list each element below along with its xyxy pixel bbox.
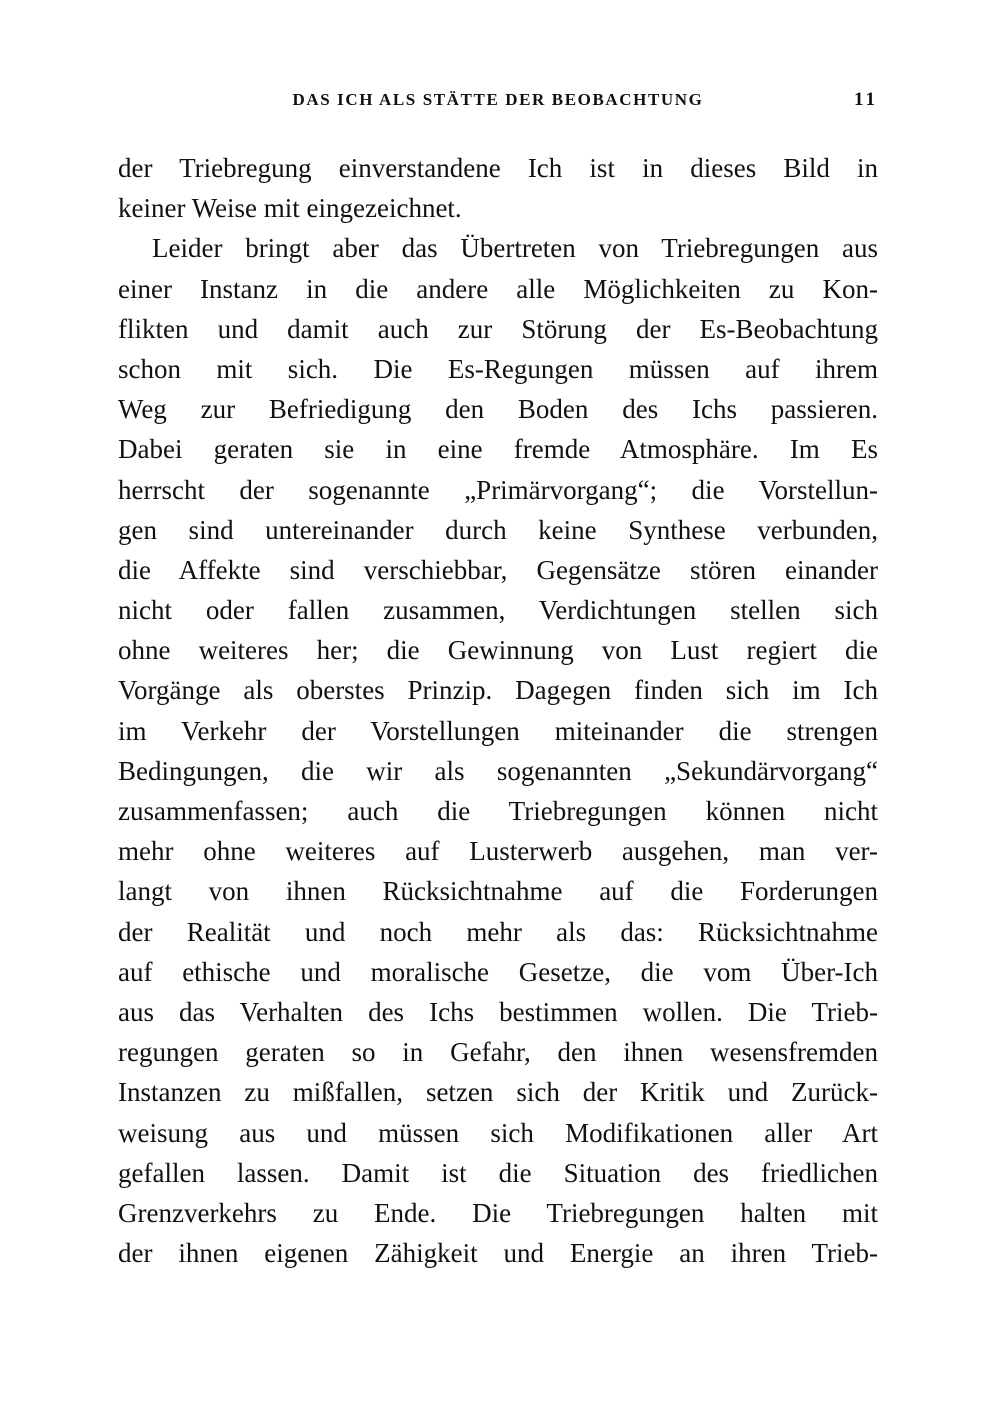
running-title: DAS ICH ALS STÄTTE DER BEOBACHTUNG [292, 90, 704, 109]
text-line: die Affekte sind verschiebbar, Gegensätze stören einander [118, 554, 878, 585]
text-line: Grenzverkehrs zu Ende. Die Triebregungen halten mit [118, 1197, 878, 1228]
text-line: auf ethische und moralische Gesetze, die vom Über-Ich [118, 956, 878, 987]
text-line: der Triebregung einverstandene Ich ist in dieses Bild in [118, 153, 878, 183]
text-line: keiner Weise mit eingezeichnet. [118, 193, 462, 224]
text-line: der Realität und noch mehr als das: Rücksichtnahme [118, 916, 878, 947]
body-text [118, 148, 878, 1273]
text-line: gen sind untereinander durch keine Synthese verbunden, [118, 514, 878, 545]
text-line: weisung aus und müssen sich Modifikationen aller Art [118, 1117, 878, 1148]
text-line: einer Instanz in die andere alle Möglichkeiten zu Kon- [118, 273, 878, 304]
text-line: Instanzen zu mißfallen, setzen sich der Kritik und Zurück- [118, 1077, 878, 1108]
text-line: aus das Verhalten des Ichs bestimmen wollen. Die Trieb- [118, 996, 878, 1027]
running-head [118, 88, 878, 112]
text-line: Vorgänge als oberstes Prinzip. Dagegen finden sich im Ich [118, 675, 878, 706]
text-line: Bedingungen, die wir als sogenannten „Sekundärvorgang“ [118, 755, 878, 786]
text-line: langt von ihnen Rücksichtnahme auf die Forderungen [118, 876, 878, 907]
text-line: flikten und damit auch zur Störung der Es-Beobachtung [118, 313, 878, 344]
text-line: herrscht der sogenannte „Primärvorgang“; die Vorstellun- [118, 474, 878, 505]
text-line: Leider bringt aber das Übertreten von Triebregungen aus [152, 233, 878, 264]
text-line: gefallen lassen. Damit ist die Situation des friedlichen [118, 1157, 878, 1188]
text-line: zusammenfassen; auch die Triebregungen können nicht [118, 796, 878, 826]
page-number: 11 [854, 89, 878, 110]
text-line: regungen geraten so in Gefahr, den ihnen wesensfremden [118, 1037, 878, 1068]
text-line: der ihnen eigenen Zähigkeit und Energie an ihren Trieb- [118, 1238, 878, 1269]
text-line: ohne weiteres her; die Gewinnung von Lust regiert die [118, 635, 878, 666]
text-line: nicht oder fallen zusammen, Verdichtungen stellen sich [118, 595, 878, 626]
text-line: Dabei geraten sie in eine fremde Atmosphäre. Im Es [118, 434, 878, 465]
text-line: schon mit sich. Die Es-Regungen müssen auf ihrem [118, 353, 878, 384]
text-line: im Verkehr der Vorstellungen miteinander die strengen [118, 715, 878, 746]
text-line: Weg zur Befriedigung den Boden des Ichs passieren. [118, 394, 878, 425]
text-line: mehr ohne weiteres auf Lusterwerb ausgehen, man ver- [118, 836, 878, 867]
